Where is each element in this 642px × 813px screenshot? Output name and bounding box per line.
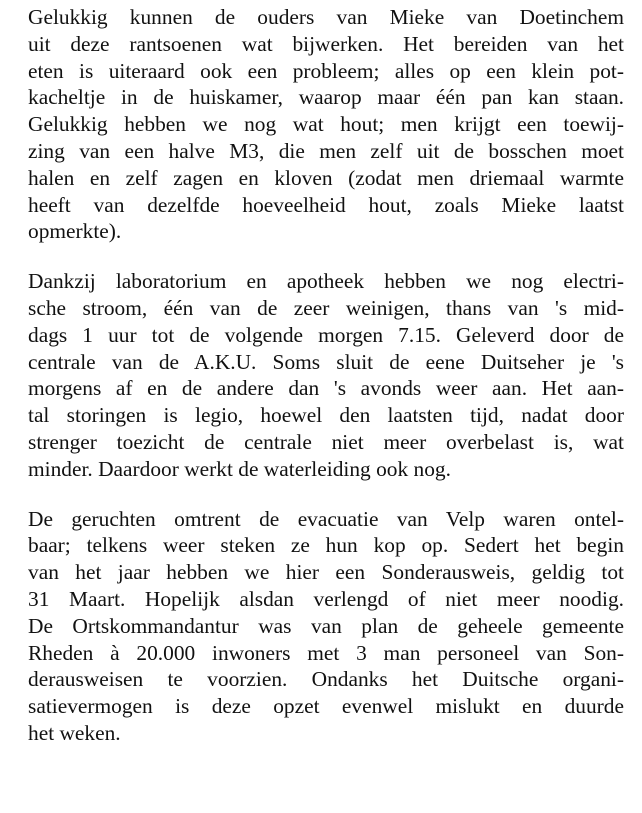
text-line: zing van een halve M3, die men zelf uit de bosschen moet [28, 138, 624, 163]
text-line: uit deze rantsoenen wat bijwerken. Het bereiden van het [28, 31, 624, 56]
text-line: het weken. [28, 720, 121, 745]
paragraph-3 [28, 506, 624, 747]
text-line: kacheltje in de huiskamer, waarop maar één pan kan staan. [28, 85, 624, 110]
text-line: heeft van dezelfde hoeveelheid hout, zoals Mieke laatst [28, 192, 624, 217]
text-line: sche stroom, één van de zeer weinigen, thans van 's mid- [28, 295, 624, 320]
text-line: opmerkte). [28, 219, 122, 244]
text-line: De Ortskommandantur was van plan de geheele gemeente [28, 613, 624, 638]
text-line: 31 Maart. Hopelijk alsdan verlengd of niet meer noodig. [28, 586, 624, 611]
text-line: baar; telkens weer steken ze hun kop op. Sedert het begin [28, 533, 624, 558]
paragraph-2 [28, 268, 624, 482]
text-line: halen en zelf zagen en kloven (zodat men driemaal warmte [28, 165, 624, 190]
text-line: Rheden à 20.000 inwoners met 3 man personeel van Son- [28, 640, 624, 665]
text-line: derausweisen te voorzien. Ondanks het Duitsche organi- [28, 667, 624, 692]
text-line: satievermogen is deze opzet evenwel mislukt en duurde [28, 694, 624, 719]
text-line: Gelukkig hebben we nog wat hout; men krijgt een toewij- [28, 112, 624, 137]
text-line: dags 1 uur tot de volgende morgen 7.15. Geleverd door de [28, 322, 624, 347]
paragraph-1 [28, 4, 624, 245]
text-line: van het jaar hebben we hier een Sonderausweis, geldig tot [28, 560, 624, 585]
text-line: strenger toezicht de centrale niet meer overbelast is, wat [28, 429, 624, 454]
text-line: tal storingen is legio, hoewel den laatsten tijd, nadat door [28, 403, 624, 428]
text-line: minder. Daardoor werkt de waterleiding ook nog. [28, 456, 451, 481]
text-line: eten is uiteraard ook een probleem; alles op een klein pot- [28, 58, 624, 83]
text-line: morgens af en de andere dan 's avonds weer aan. Het aan- [28, 376, 624, 401]
text-line: De geruchten omtrent de evacuatie van Velp waren ontel- [28, 506, 624, 531]
document-page [28, 4, 624, 747]
text-line: centrale van de A.K.U. Soms sluit de eene Duitseher je 's [28, 349, 624, 374]
text-line: Dankzij laboratorium en apotheek hebben we nog electri- [28, 269, 624, 294]
text-line: Gelukkig kunnen de ouders van Mieke van Doetinchem [28, 5, 624, 29]
